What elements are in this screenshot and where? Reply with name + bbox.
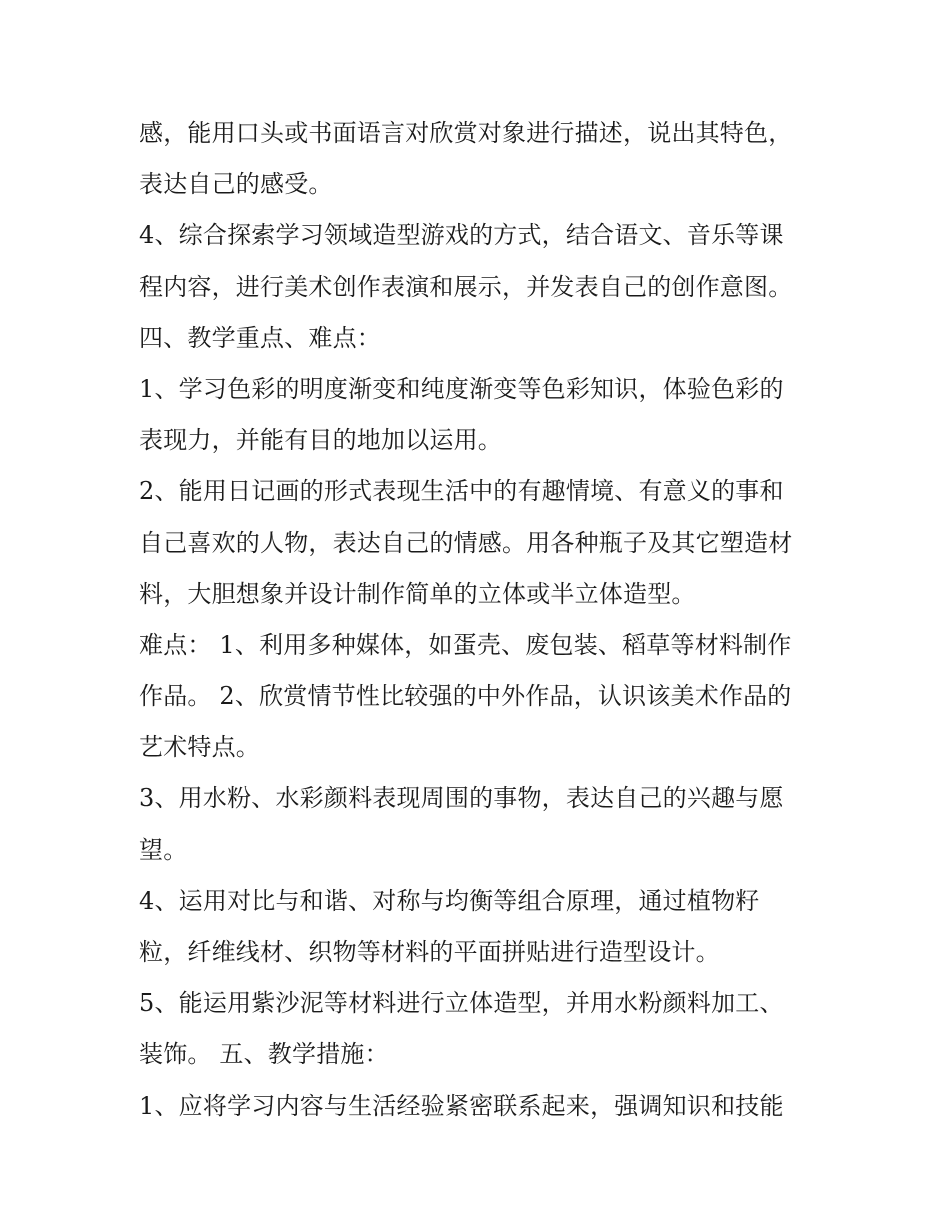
text-line: 表达自己的感受。: [139, 170, 333, 199]
text-line: 艺术特点。: [139, 733, 260, 762]
text-line: 粒，纤维线材、织物等材料的平面拼贴进行造型设计。: [139, 938, 720, 966]
text-line: 望。: [139, 835, 188, 864]
text-line: 料，大胆想象并设计制作简单的立体或半立体造型。: [139, 579, 696, 608]
text-line: 3、用水粉、水彩颜料表现周围的事物，表达自己的兴趣与愿: [139, 784, 784, 813]
section-heading: 四、教学重点、难点：: [139, 323, 381, 352]
text-line: 难点： 1、利用多种媒体，如蛋壳、废包装、稻草等材料制作: [139, 630, 792, 659]
text-line: 4、综合探索学习领域造型游戏的方式，结合语文、音乐等课: [139, 221, 784, 250]
text-line: 1、应将学习内容与生活经验紧密联系起来，强调知识和技能: [139, 1091, 784, 1120]
text-line: 1、学习色彩的明度渐变和纯度渐变等色彩知识，体验色彩的: [139, 374, 784, 403]
text-line: 表现力，并能有目的地加以运用。: [139, 426, 502, 455]
text-line: 感，能用口头或书面语言对欣赏对象进行描述，说出其特色，: [139, 119, 793, 147]
text-line: 4、运用对比与和谐、对称与均衡等组合原理，通过植物籽: [139, 886, 760, 915]
text-line: 自己喜欢的人物，表达自己的情感。用各种瓶子及其它塑造材: [139, 528, 793, 557]
text-line: 程内容，进行美术创作表演和展示，并发表自己的创作意图。: [139, 272, 793, 301]
text-line: 5、能运用紫沙泥等材料进行立体造型，并用水粉颜料加工、: [139, 989, 784, 1018]
text-line: 作品。 2、欣赏情节性比较强的中外作品，认识该美术作品的: [139, 682, 792, 711]
text-line: 装饰。 五、教学措施：: [139, 1040, 389, 1069]
text-line: 2、能用日记画的形式表现生活中的有趣情境、有意义的事和: [139, 477, 784, 506]
text-body: [139, 108, 829, 1132]
